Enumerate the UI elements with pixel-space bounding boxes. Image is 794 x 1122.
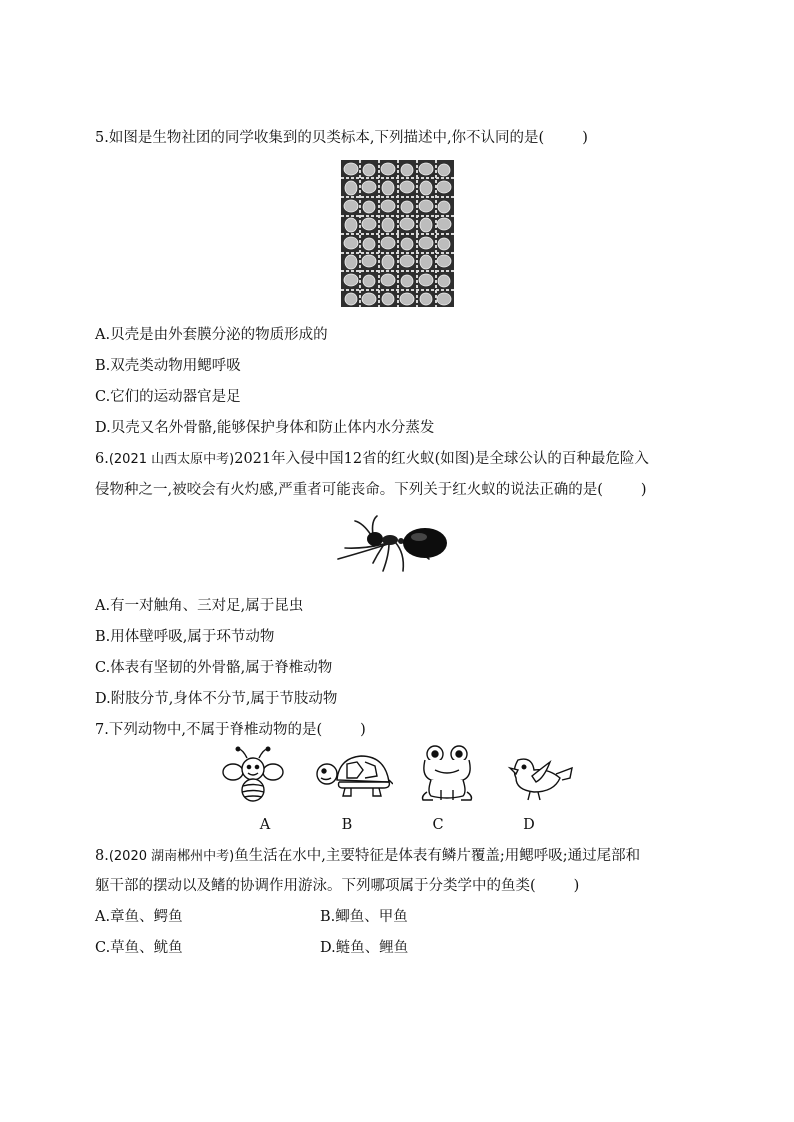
- question-6-stem-line1: 6.(2021 山西太原中考)2021年入侵中国12省的红火蚁(如图)是全球公认的百种最危险入: [95, 451, 649, 467]
- turtle-icon: [313, 750, 393, 802]
- shell-specimen-photo: [341, 160, 454, 307]
- question-6-stem-line2: 侵物种之一,被咬会有火灼感,严重者可能丧命。下列关于红火蚁的说法正确的是( ): [95, 482, 647, 498]
- animal-label-c: C: [432, 817, 444, 833]
- animal-label-a: A: [259, 817, 271, 833]
- question-5-option-a: A.贝壳是由外套膜分泌的物质形成的: [95, 327, 328, 343]
- question-8-option-c: C.草鱼、鱿鱼: [95, 940, 183, 956]
- frog-icon: [417, 744, 477, 804]
- animal-label-b: B: [341, 817, 353, 833]
- question-8-option-b: B.鲫鱼、甲鱼: [320, 909, 408, 925]
- question-5-option-c: C.它们的运动器官是足: [95, 389, 241, 405]
- question-5-stem: 5.如图是生物社团的同学收集到的贝类标本,下列描述中,你不认同的是( ): [95, 130, 588, 146]
- animal-label-d: D: [523, 817, 535, 833]
- question-8-source: (2020 湖南郴州中考): [108, 849, 235, 864]
- bee-icon: [221, 746, 287, 804]
- question-6-option-c: C.体表有坚韧的外骨骼,属于脊椎动物: [95, 660, 333, 676]
- question-6-option-b: B.用体壁呼吸,属于环节动物: [95, 629, 275, 645]
- bird-icon: [504, 750, 574, 802]
- question-7-stem: 7.下列动物中,不属于脊椎动物的是( ): [95, 722, 366, 738]
- question-8-stem-line2: 躯干部的摆动以及鳍的协调作用游泳。下列哪项属于分类学中的鱼类( ): [95, 878, 580, 894]
- question-8-stem-line1: 8.(2020 湖南郴州中考)鱼生活在水中,主要特征是体表有鳞片覆盖;用鳃呼吸;通过尾部和: [95, 848, 641, 864]
- question-6-source: (2021 山西太原中考): [108, 452, 235, 467]
- question-8-option-a: A.章鱼、鳄鱼: [95, 909, 183, 925]
- ant-photo: [333, 513, 463, 575]
- question-5-option-b: B.双壳类动物用鳃呼吸: [95, 358, 241, 374]
- question-6-option-d: D.附肢分节,身体不分节,属于节肢动物: [95, 691, 338, 707]
- question-6-option-a: A.有一对触角、三对足,属于昆虫: [95, 598, 304, 614]
- question-5-option-d: D.贝壳又名外骨骼,能够保护身体和防止体内水分蒸发: [95, 420, 435, 436]
- question-8-option-d: D.鲢鱼、鲤鱼: [320, 940, 409, 956]
